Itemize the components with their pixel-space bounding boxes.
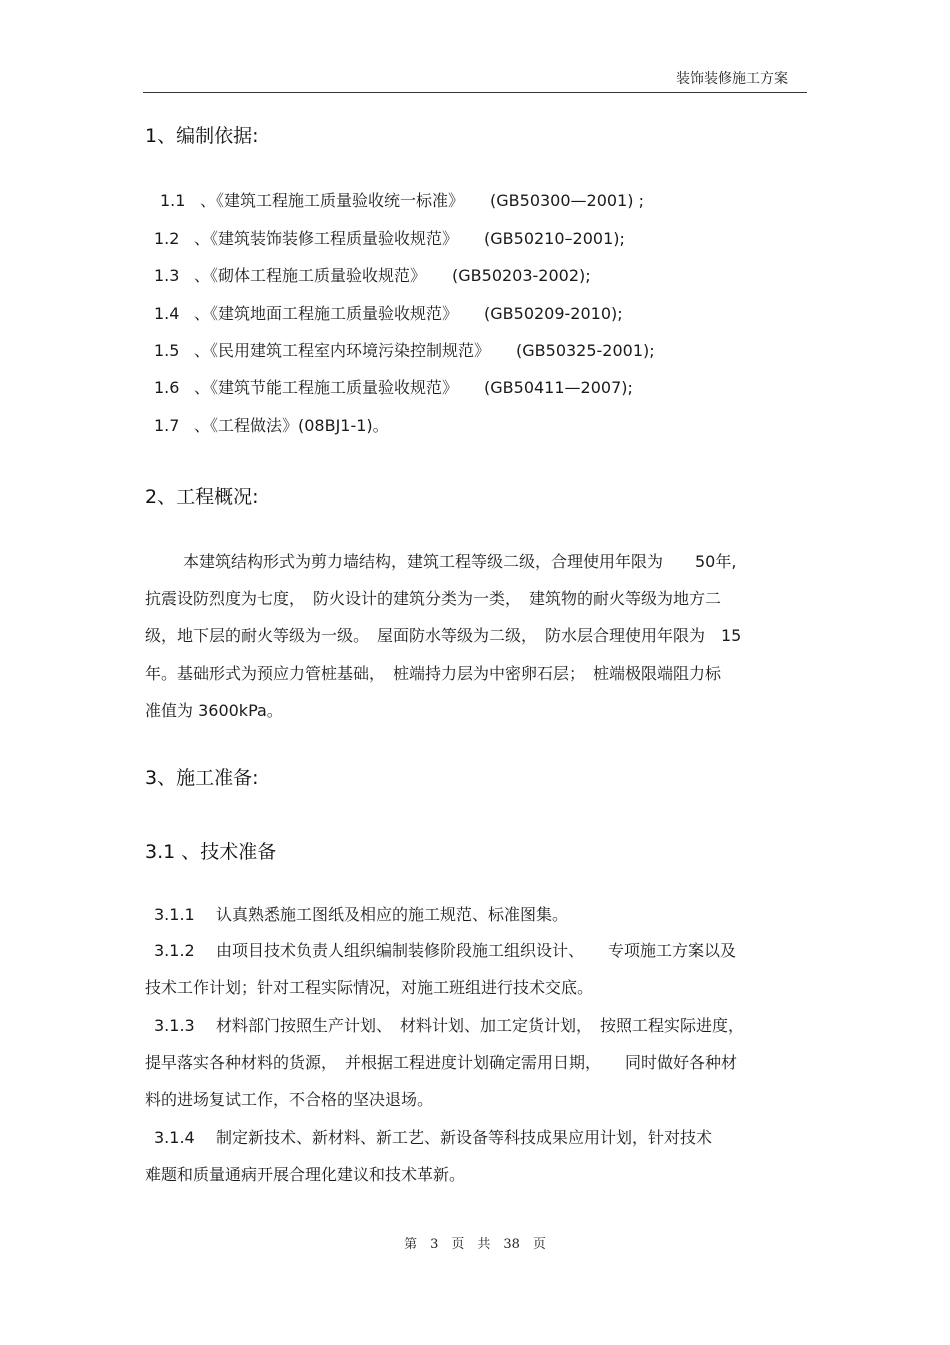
reference-title: 、《建筑装饰装修工程质量验收规范》	[194, 229, 459, 248]
reference-code: (GB50325-2001);	[516, 341, 655, 360]
paragraph-line: 准值为 3600kPa。	[145, 701, 283, 720]
page-number: 第 3 页 共 38 页	[404, 1237, 546, 1252]
reference-code: (GB50411—2007);	[484, 378, 633, 397]
reference-number: 1.1	[160, 191, 186, 210]
item-continuation: 提早落实各种材料的货源， 并根据工程进度计划确定需用日期， 同时做好各种材	[145, 1053, 738, 1072]
paragraph-line: 级，地下层的耐火等级为一级。 屋面防水等级为二级， 防水层合理使用年限为 15	[145, 626, 742, 645]
reference-item	[154, 338, 655, 361]
item-text: 由项目技术负责人组织编制装修阶段施工组织设计、 专项施工方案以及	[216, 941, 737, 960]
item-number: 3.1.4	[154, 1128, 195, 1147]
paragraph-line: 年。基础形式为预应力管桩基础， 桩端持力层为中密卵石层； 桩端极限端阻力标	[145, 664, 722, 683]
reference-item	[154, 413, 389, 436]
list-item	[154, 938, 736, 961]
reference-number: 1.2	[154, 229, 180, 248]
reference-code: (GB50300—2001) ;	[490, 191, 644, 210]
reference-item	[154, 375, 633, 398]
reference-number: 1.7	[154, 416, 180, 435]
header-title: 装饰装修施工方案	[676, 71, 788, 87]
reference-title: 、《砌体工程施工质量验收规范》	[194, 266, 427, 285]
reference-number: 1.3	[154, 266, 180, 285]
reference-number: 1.6	[154, 378, 180, 397]
reference-item	[154, 301, 623, 324]
item-number: 3.1.1	[154, 905, 195, 924]
item-number: 3.1.3	[154, 1016, 195, 1035]
section-1-heading: 1、编制依据:	[145, 125, 259, 147]
reference-item	[154, 263, 591, 286]
item-number: 3.1.2	[154, 941, 195, 960]
list-item	[154, 902, 568, 925]
reference-title: 、《建筑地面工程施工质量验收规范》	[194, 304, 459, 323]
reference-title: 、《建筑工程施工质量验收统一标准》	[200, 191, 465, 210]
item-text: 材料部门按照生产计划、 材料计划、加工定货计划， 按照工程实际进度，	[216, 1016, 745, 1035]
reference-item	[154, 226, 625, 249]
item-text: 认真熟悉施工图纸及相应的施工规范、标准图集。	[216, 905, 569, 924]
list-item	[154, 1125, 712, 1148]
item-text: 制定新技术、新材料、新工艺、新设备等科技成果应用计划，针对技术	[216, 1128, 713, 1147]
reference-code: (GB50210–2001);	[484, 229, 625, 248]
item-continuation: 料的进场复试工作，不合格的坚决退场。	[145, 1090, 434, 1109]
section-2-heading: 2、工程概况:	[145, 486, 259, 508]
paragraph-line: 本建筑结构形式为剪力墙结构，建筑工程等级二级，合理使用年限为 50年,	[183, 552, 737, 571]
reference-code: (GB50209-2010);	[484, 304, 623, 323]
reference-title: 、《民用建筑工程室内环境污染控制规范》	[194, 341, 491, 360]
section-3-heading: 3、施工准备:	[145, 767, 259, 789]
list-item	[154, 1013, 744, 1036]
item-continuation: 难题和质量通病开展合理化建议和技术革新。	[145, 1165, 466, 1184]
reference-item	[160, 188, 644, 211]
subsection-heading: 3.1 、技术准备	[145, 841, 277, 863]
reference-code: (GB50203-2002);	[452, 266, 591, 285]
header-divider	[143, 92, 807, 93]
reference-title: 、《工程做法》(08BJ1-1)。	[194, 416, 389, 435]
reference-number: 1.5	[154, 341, 180, 360]
item-continuation: 技术工作计划；针对工程实际情况，对施工班组进行技术交底。	[145, 978, 594, 997]
paragraph-line: 抗震设防烈度为七度， 防火设计的建筑分类为一类， 建筑物的耐火等级为地方二	[145, 589, 722, 608]
reference-number: 1.4	[154, 304, 180, 323]
reference-title: 、《建筑节能工程施工质量验收规范》	[194, 378, 459, 397]
